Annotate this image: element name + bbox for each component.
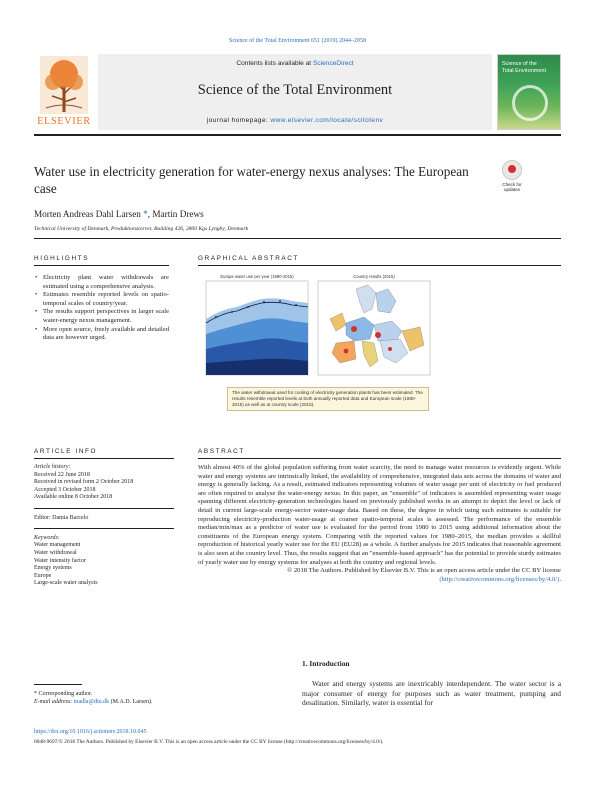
cover-title: [502, 61, 546, 74]
ga-europe-map: [316, 279, 432, 379]
footnote-divider: [34, 684, 82, 685]
author-list: [34, 209, 204, 219]
elsevier-tree-icon: [40, 56, 88, 114]
journal-masthead: [34, 54, 561, 132]
history-revised: Received in revised form 2 October 2018: [34, 479, 134, 486]
journal-homepage-link[interactable]: www.elsevier.com/locate/scitotenv: [270, 117, 384, 124]
article-info-block: [34, 464, 174, 588]
email-suffix: (M.A.D. Larsen).: [109, 699, 153, 705]
homepage-prefix: journal homepage:: [206, 117, 271, 124]
sciencedirect-link[interactable]: ScienceDirect: [312, 60, 354, 67]
ga-right-title: Country results (2015): [353, 274, 395, 279]
article-info-divider: [34, 508, 174, 509]
email-line: [34, 698, 274, 706]
doi-link[interactable]: https://doi.org/10.1016/j.scitotenv.2018.10.045: [34, 729, 147, 735]
highlight-item: • Estimates resemble reported levels on spatio-temporal scales of country/year.: [34, 291, 169, 308]
highlights-list: [34, 274, 169, 343]
abstract-heading: ABSTRACT: [198, 448, 245, 455]
masthead-divider: [34, 134, 561, 136]
badge-line-2: updates: [503, 187, 520, 192]
highlight-item: • More open source, freely available and detailed data are however urged.: [34, 326, 169, 343]
abstract-text: With almost 40% of the global population suffering from water scarcity, the need to manage water resources is evidently urgent. While water and energy systems are intrinsically linked, the availability of comprehensive, integrated data sets across the domains of water and energy is generally lacking. As a result, estimated indicators representing volumes of water usage per unit of electricity or fuel produced are often required to analyse the water-energy nexus. In this paper, an "ensemble" of indicators is assembled representing water usage spanning different electricity-generation technologies based on previously published works in an attempt to depict the level or lack of detail in current large-scale energy-sector water-usage data. Based on these, the degree in which using such estimates is suitable for reproducing electricity-production water-usage at coarser spatio-temporal scales is assessed. The performance of the ensemble median/min/max as a predictor of water use is evaluated for the period from 1980 to 2015 using additional information about the constituents of the European energy system. Comparing with the reported values for 1980–2015, the median provides a skillful reproduction of historical yearly water use for the EU (EU28) as a whole. A further analysis for 2015 indicates that reasonable agreement is also seen at the country level. Thus, the results suggest that an "ensemble-based approach" has the potential to provide sturdy estimates of yearly water use by energy systems for analyses at both the country and regional levels.: [198, 464, 561, 566]
check-for-updates-icon: [502, 160, 522, 180]
author-name-1: Morten Andreas Dahl Larsen: [34, 209, 141, 219]
introduction-text: Water and energy systems are inextricably interdependent. The water sector is a major consumer of energy for purposes such as water treatment, pumping and desalination. Similarly, water is essential for: [302, 679, 561, 708]
abstract-block: [198, 464, 561, 584]
ga-country-map-panel: [316, 274, 432, 382]
keywords-label: Keywords:: [34, 534, 60, 541]
journal-homepage-line: [98, 117, 492, 124]
highlight-item: • Electricity plant water withdrawals are estimated using a comprehensive analysis.: [34, 274, 169, 291]
ga-left-title: Europe water use per year (1980-2015): [220, 274, 294, 279]
graphical-abstract-heading-rule: [198, 265, 561, 266]
article-info-divider: [34, 528, 174, 529]
abstract-copyright-text: © 2018 The Authors. Published by Elsevier B.V. This is an open access article under the CC BY license: [287, 567, 561, 575]
keyword-item: Water management: [34, 542, 81, 549]
history-online: Available online 8 October 2018: [34, 494, 113, 501]
journal-title: Science of the Total Environment: [197, 82, 393, 98]
editor-line: Editor: Damia Barcelo: [34, 514, 89, 521]
ga-time-series-panel: [202, 274, 312, 382]
cc-license-link[interactable]: (http://creativecommons.org/licenses/by/4.0/): [439, 575, 560, 583]
ga-time-series-chart: [202, 279, 312, 379]
history-received: Received 22 June 2018: [34, 471, 90, 478]
email-label: E-mail address:: [34, 699, 73, 705]
article-info-heading-rule: [34, 458, 174, 459]
keyword-item: Water withdrawal: [34, 549, 77, 556]
article-history-label: Article history:: [34, 464, 71, 470]
badge-line-1: Check for: [502, 182, 522, 187]
highlights-heading: HIGHLIGHTS: [34, 255, 90, 262]
contents-line: [98, 60, 492, 67]
footnote-block: [34, 690, 274, 706]
check-for-updates-label: [498, 182, 526, 192]
affiliation-divider: [34, 238, 561, 239]
introduction-heading: 1. Introduction: [302, 659, 350, 668]
keyword-item: Water intensity factor: [34, 557, 86, 564]
author-affiliation: Technical University of Denmark, Produktionstorvet, Building 426, 2800 Kgs Lyngby, Denmark: [34, 226, 249, 232]
abstract-copyright-suffix: .: [559, 575, 561, 583]
abstract-heading-rule: [198, 458, 561, 459]
check-for-updates-badge[interactable]: [498, 160, 526, 198]
cover-graphic: [512, 85, 548, 121]
abstract-copyright: [198, 567, 561, 584]
author-email-link[interactable]: madla@dtu.dk: [73, 699, 110, 705]
contents-prefix: Contents lists available at: [236, 60, 313, 67]
cover-title-line-1: Science of the: [502, 61, 537, 67]
corresponding-author-note: * Corresponding author.: [34, 691, 93, 697]
article-title: Water use in electricity generation for water-energy nexus analyses: The European case: [34, 164, 469, 196]
elsevier-wordmark: ELSEVIER: [37, 116, 91, 127]
graphical-abstract-figure[interactable]: [198, 268, 561, 438]
journal-citation[interactable]: Science of the Total Environment 651 (2019) 2044–2058: [229, 38, 366, 44]
author-name-2: , Martin Drews: [147, 209, 204, 219]
corresponding-author-marker[interactable]: *: [140, 209, 148, 219]
highlights-heading-rule: [34, 265, 169, 266]
keyword-item: Europe: [34, 572, 52, 579]
elsevier-logo[interactable]: [34, 54, 94, 130]
article-info-heading: ARTICLE INFO: [34, 448, 98, 455]
history-accepted: Accepted 3 October 2018: [34, 486, 96, 493]
graphical-abstract-heading: GRAPHICAL ABSTRACT: [198, 255, 300, 262]
masthead-box: [98, 54, 492, 130]
keyword-item: Large-scale water analysis: [34, 580, 98, 587]
highlight-item: • The results support perspectives in larger scale water-energy nexus management.: [34, 308, 169, 325]
journal-cover-thumbnail[interactable]: [497, 54, 561, 130]
cover-title-line-2: Total Environment: [502, 67, 547, 74]
footer-copyright: 0048-9697/© 2018 The Authors. Published by Elsevier B.V. This is an open access article under the CC BY license (http://creativecommons.org/licenses/by/4.0/).: [34, 739, 384, 745]
keyword-item: Energy systems: [34, 565, 72, 572]
graphical-abstract-caption: The water withdrawal used for cooling of electricity generation plants has been estimated. The results resemble reported levels at both annually reported data and European scale (1980-2015) as well as at country scale (2015).: [227, 387, 429, 411]
